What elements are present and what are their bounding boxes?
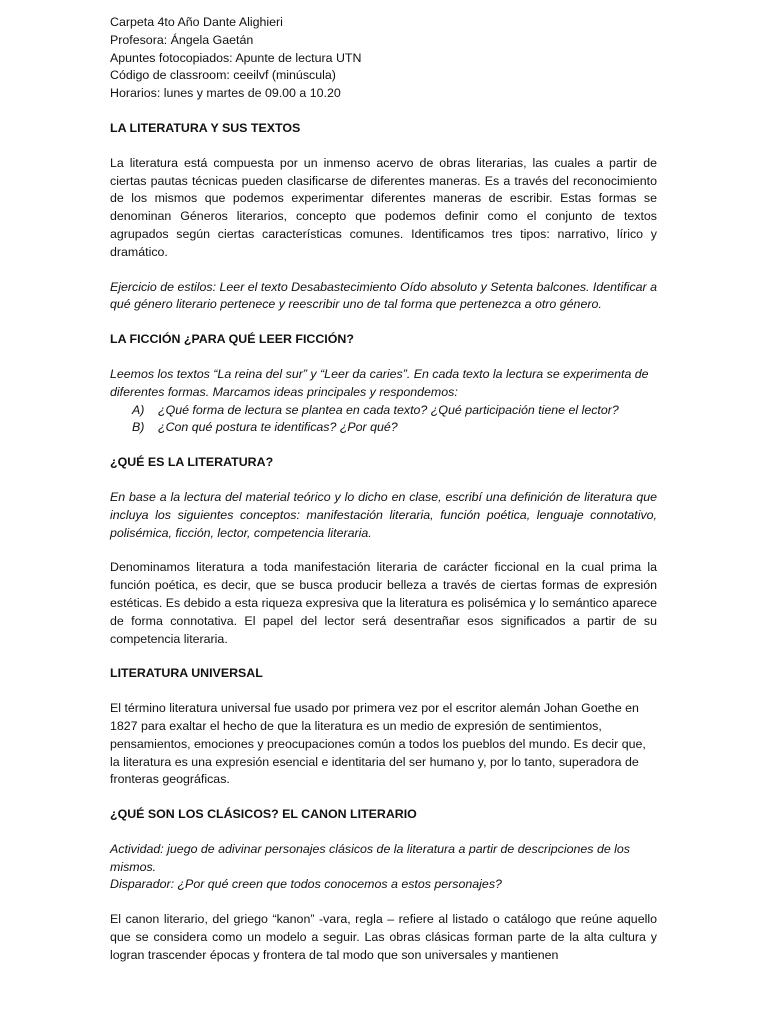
- section-heading: LITERATURA UNIVERSAL: [110, 666, 263, 681]
- exercise-paragraph: Leemos los textos “La reina del sur” y “Leer da caries”. En cada texto la lectura se experimenta de diferentes formas. Marcamos ideas principales y respondemos:: [110, 366, 649, 399]
- header-classroom-code: Código de classroom: ceeilvf (minúscula): [110, 68, 336, 83]
- header-schedule: Horarios: lunes y martes de 09.00 a 10.20: [110, 86, 341, 101]
- section-heading: ¿QUÉ ES LA LITERATURA?: [110, 455, 274, 470]
- question-list: [110, 402, 657, 438]
- question-item: [132, 402, 657, 420]
- paragraph: El término literatura universal fue usado por primera vez por el escritor alemán Johan Goethe en 1827 para exaltar el hecho de que la literatura es un medio de expresión de sentimientos, pensamientos, emociones y preocupaciones común a todos los pueblos del mundo. Es decir que, la literatura es una expresión esencial e identitaria del ser humano y, por lo tanto, superadora de fronteras geográficas.: [110, 701, 646, 787]
- question-marker: B): [132, 420, 145, 435]
- section-que-es-la-literatura: [110, 454, 657, 648]
- section-heading: ¿QUÉ SON LOS CLÁSICOS? EL CANON LITERARIO: [110, 807, 417, 822]
- section-heading: LA LITERATURA Y SUS TEXTOS: [110, 120, 301, 135]
- document-header: [110, 14, 657, 103]
- trigger-question: Disparador: ¿Por qué creen que todos conocemos a estos personajes?: [110, 877, 502, 892]
- exercise-paragraph: En base a la lectura del material teórico y lo dicho en clase, escribí una definición de literatura que incluya los siguientes conceptos: manifestación literaria, función poética, lenguaje connotativo, polisémica, ficción, lector, competencia literaria.: [110, 489, 657, 540]
- header-teacher: Profesora: Ángela Gaetán: [110, 32, 254, 47]
- header-course: Carpeta 4to Año Dante Alighieri: [110, 15, 283, 29]
- paragraph: El canon literario, del griego “kanon” -vara, regla – refiere al listado o catálogo que reúne aquello que se considera como un modelo a seguir. Las obras clásicas forman parte de la alta cultura y logran trascender épocas y frontera de tal modo que son universales y mantienen: [110, 912, 657, 962]
- activity-text: Actividad: juego de adivinar personajes clásicos de la literatura a partir de descripciones de los mismos.: [110, 841, 631, 874]
- document-page: [110, 14, 657, 982]
- section-literatura-y-sus-textos: [110, 120, 657, 314]
- header-materials: Apuntes fotocopiados: Apunte de lectura UTN: [110, 50, 362, 65]
- question-text: ¿Con qué postura te identificas? ¿Por qué?: [158, 420, 398, 435]
- question-marker: A): [132, 402, 145, 417]
- section-literatura-universal: [110, 665, 657, 789]
- section-heading: LA FICCIÓN ¿PARA QUÉ LEER FICCIÓN?: [110, 332, 354, 347]
- question-text: ¿Qué forma de lectura se plantea en cada texto? ¿Qué participación tiene el lector?: [158, 402, 619, 417]
- paragraph: Denominamos literatura a toda manifestación literaria de carácter ficcional en la cual prima la función poética, es decir, que se busca producir belleza a través de ciertas formas de expresión estéticas. Es debido a esta riqueza expresiva que la literatura es polisémica y lo semántico aparece de forma connotativa. El papel del lector será desentrañar esos significados a partir de su competencia literaria.: [110, 560, 657, 646]
- section-ficcion: [110, 331, 657, 437]
- question-item: [132, 419, 657, 437]
- exercise-paragraph: Ejercicio de estilos: Leer el texto Desabastecimiento Oído absoluto y Setenta balcones. Identificar a qué género literario pertenece y reescribir uno de tal forma que pertenezca a otro género.: [110, 279, 657, 312]
- paragraph: La literatura está compuesta por un inmenso acervo de obras literarias, las cuales a partir de ciertas pautas técnicas pueden clasificarse de diferentes maneras. Es a través del reconocimiento de los mismos que podemos experimentar diferentes maneras de escribir. Estas formas se denominan Géneros literarios, concepto que podemos definir como el conjunto de textos agrupados según ciertas características comunes. Identificamos tres tipos: narrativo, lírico y dramático.: [110, 155, 657, 259]
- section-clasicos-canon: [110, 806, 657, 965]
